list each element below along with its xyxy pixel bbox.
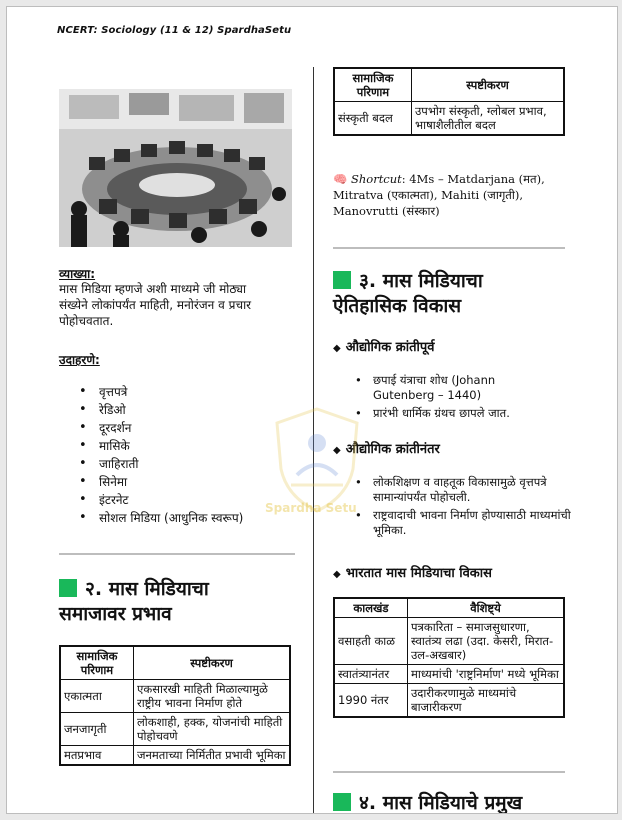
green-square-icon: [59, 579, 77, 597]
watermark-text: Spardha Setu: [265, 501, 357, 515]
table-cell: एकसारखी माहिती मिळाल्यामुळे राष्ट्रीय भावना निर्माण होते: [134, 680, 291, 713]
table-header: स्पष्टीकरण: [134, 646, 291, 680]
list-item: • वृत्तपत्रे: [79, 383, 299, 401]
definition-line: मास मिडिया म्हणजे अशी माध्यमे जी मोठ्या: [59, 282, 247, 296]
list-item: • सोशल मिडिया (आधुनिक स्वरूप): [79, 509, 299, 527]
india-media-table: [333, 597, 565, 718]
culture-table: [333, 67, 565, 136]
shortcut-note: [333, 171, 563, 219]
diamond-icon: ◆: [333, 569, 341, 580]
definition-text: [59, 281, 309, 329]
table-header: स्पष्टीकरण: [412, 68, 565, 102]
subheading-text: भारतात मास मिडियाचा विकास: [345, 566, 492, 581]
table-header: वैशिष्ट्ये: [408, 598, 565, 618]
shortcut-line: : 4Ms – Matdarjana (मत),: [401, 172, 545, 186]
table-row: [60, 713, 290, 746]
green-square-icon: [333, 271, 351, 289]
post-industrial-list: [351, 475, 571, 541]
table-cell: मतप्रभाव: [60, 746, 134, 766]
table-row: [334, 618, 564, 665]
diamond-icon: ◆: [333, 343, 341, 354]
table-cell: 1990 नंतर: [334, 684, 408, 718]
list-item: • रेडिओ: [79, 401, 299, 419]
table-header: सामाजिक परिणाम: [334, 68, 412, 102]
table-cell: स्वातंत्र्यानंतर: [334, 665, 408, 684]
list-item: • छपाई यंत्राचा शोध (Johann Gutenberg – 1440): [351, 373, 551, 403]
table-cell: उपभोग संस्कृती, ग्लोबल प्रभाव, भाषाशैलीतील बदल: [412, 102, 565, 136]
section4-title: [333, 791, 522, 814]
list-item: • राष्ट्रवादाची भावना निर्माण होण्यासाठी माध्यमांची भूमिका.: [351, 508, 571, 538]
list-item: • सिनेमा: [79, 473, 299, 491]
subheading-pre-industrial: [333, 337, 435, 355]
table-row: [334, 684, 564, 718]
subheading-india: [333, 563, 492, 581]
section-divider: [59, 553, 295, 555]
section2-title-line: समाजावर प्रभाव: [59, 603, 172, 625]
table-cell: संस्कृती बदल: [334, 102, 412, 136]
table-row: [334, 102, 564, 136]
section3-title-line: ऐतिहासिक विकास: [333, 295, 462, 317]
table-cell: पत्रकारिता – समाजसुधारणा, स्वातंत्र्य लढा (उदा. केसरी, मिरात-उल-अखबार): [408, 618, 565, 665]
list-item: • लोकशिक्षण व वाहतूक विकासामुळे वृत्तपत्रे सामान्यांपर्यंत पोहोचली.: [351, 475, 571, 505]
list-item: • मासिके: [79, 437, 299, 455]
shortcut-line: Manovrutti (संस्कार): [333, 204, 440, 218]
list-item: • जाहिराती: [79, 455, 299, 473]
pre-industrial-list: [351, 373, 551, 424]
table-cell: माध्यमांची 'राष्ट्रनिर्माण' मध्ये भूमिका: [408, 665, 565, 684]
table-header: कालखंड: [334, 598, 408, 618]
section2-title: [59, 577, 209, 627]
table-row: [334, 665, 564, 684]
table-row: [60, 680, 290, 713]
newsroom-photo: [59, 89, 292, 247]
list-item: • दूरदर्शन: [79, 419, 299, 437]
definition-label: व्याख्या:: [59, 267, 96, 281]
table-cell: जनमताच्या निर्मितीत प्रभावी भूमिका: [134, 746, 291, 766]
brain-icon: 🧠: [333, 172, 348, 186]
diamond-icon: ◆: [333, 445, 341, 456]
table-cell: वसाहती काळ: [334, 618, 408, 665]
examples-label: उदाहरणे:: [59, 353, 100, 367]
table-cell: उदारीकरणामुळे माध्यमांचे बाजारीकरण: [408, 684, 565, 718]
green-square-icon: [333, 793, 351, 811]
section4-title-text: ४. मास मिडियाचे प्रमुख: [359, 792, 523, 814]
section-divider: [333, 771, 565, 773]
table-cell: जनजागृती: [60, 713, 134, 746]
table-cell: लोकशाही, हक्क, योजनांची माहिती पोहोचवणे: [134, 713, 291, 746]
definition-line: संख्येने लोकांपर्यंत माहिती, मनोरंजन व प्रचार: [59, 298, 252, 312]
section2-title-line: २. मास मिडियाचा: [85, 578, 209, 600]
section3-title-line: ३. मास मिडियाचा: [359, 270, 483, 292]
subheading-text: औद्योगिक क्रांतीपूर्व: [345, 340, 435, 355]
list-item: • प्रारंभी धार्मिक ग्रंथच छापले जात.: [351, 406, 551, 421]
definition-line: पोहोचवतात.: [59, 314, 114, 328]
subheading-text: औद्योगिक क्रांतीनंतर: [345, 442, 440, 457]
document-page: [6, 6, 618, 814]
shortcut-line: Mitratva (एकात्मता), Mahiti (जागृती),: [333, 188, 523, 202]
list-item: • इंटरनेट: [79, 491, 299, 509]
impact-table: [59, 645, 291, 766]
table-header: सामाजिक परिणाम: [60, 646, 134, 680]
table-row: [60, 746, 290, 766]
shortcut-label: Shortcut: [350, 172, 402, 186]
section-divider: [333, 247, 565, 249]
section3-title: [333, 269, 483, 319]
table-cell: एकात्मता: [60, 680, 134, 713]
page-header: NCERT: Sociology (11 & 12) SpardhaSetu: [57, 25, 292, 36]
